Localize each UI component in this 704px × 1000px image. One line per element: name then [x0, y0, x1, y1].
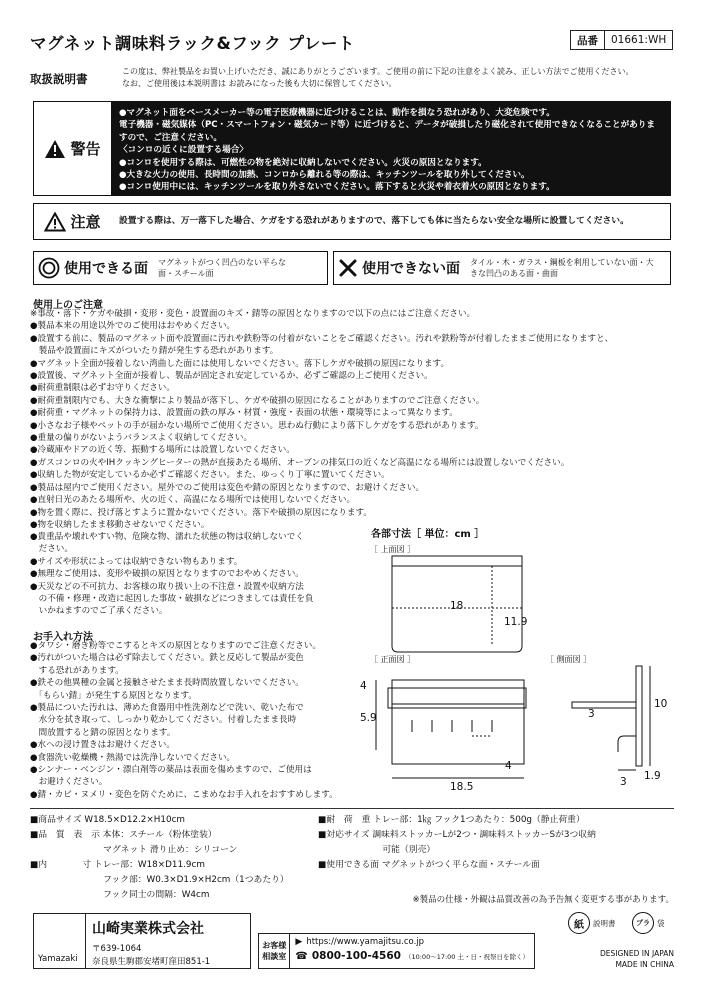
- unusable-heading: [334, 258, 460, 278]
- warning-text: [111, 102, 670, 195]
- side-view-plate: [636, 666, 642, 766]
- usage-item: ●耐荷重制限内でも、大きな衝撃により製品が落下し、ケガや破損の原因になることがありますのでご注意ください。: [30, 395, 485, 406]
- spec-change-notice: ※製品の仕様・外観は品質改善の為予告無く変更する事があります。: [412, 895, 674, 905]
- care-item: ●水への浸け置きはお避けください。: [30, 740, 175, 751]
- caution-text: 設置する際は、万一落下した場合、ケガをする恐れがありますので、落下しても体に当たらない安全な場所に設置してください。: [119, 216, 629, 227]
- care-item: する恐れがあります。: [30, 665, 124, 676]
- side-a-value: 3: [588, 708, 595, 720]
- warning-box: [33, 101, 671, 196]
- front-width-value: 18.5: [450, 781, 474, 793]
- caution-heading: [34, 211, 111, 232]
- paper-recycle-icon: 紙: [568, 912, 590, 934]
- usage-item: の不備・修理・改造に起因した事故・破損などにつきましては責任を負: [30, 594, 314, 605]
- care-item: ●タワシ・磨き粉等でこするとキズの原因となりますのでご注意ください。: [30, 641, 321, 651]
- intro-line: なお、ご使用後は本説明書は お読みになった後も大切に保管してください。: [122, 79, 397, 88]
- usable-label: 使用できる面: [64, 261, 148, 277]
- usage-item: ●貴重品や壊れやすい物、危険な物、濡れた状態の物は収納しないでく: [30, 532, 304, 542]
- origin-made: MADE IN CHINA: [615, 960, 674, 969]
- usable-surface-box: [33, 251, 328, 285]
- company-box: [33, 913, 251, 969]
- top-depth-value: 11.9: [504, 616, 528, 628]
- front-view-tray: [388, 688, 526, 708]
- usage-item: ●物を置く際に、投げ落とすように置かないでください。落下や破損の原因になります。: [30, 507, 372, 518]
- product-code-box: [570, 30, 673, 50]
- usage-item: ●直射日光のあたる場所や、火の近く、高温になる場所では使用しないでください。: [30, 495, 356, 506]
- care-item: ●食器洗い乾燥機・熱湯では洗浄しないでください。: [30, 752, 236, 763]
- usage-item: ●小さなお子様やペットの手が届かない場所でご使用ください。思わぬ行動により落下しケガをする恐れがあります。: [30, 420, 484, 431]
- contact-hours: （10:00〜17:00 土・日・祝祭日を除く）: [404, 952, 529, 961]
- usage-item: ●製品は屋内でご使用ください。屋外でのご使用は変色や錆の原因となりますので、お避けください。: [30, 482, 425, 493]
- spec-line: フック同士の間隔：W4cm: [30, 890, 210, 900]
- cross-icon: [338, 258, 358, 278]
- front-gap-value: 4: [505, 760, 512, 772]
- warning-label: 警告: [70, 140, 101, 158]
- plastic-recycle-mark: [632, 912, 665, 934]
- paper-recycle-mark: [568, 912, 616, 934]
- company-name: 山崎実業株式会社: [92, 921, 204, 937]
- warning-line: ●コンロ使用中には、キッチンツールを取り外さないでください。落下すると火災や着衣着火の原因となります。: [119, 182, 555, 193]
- warning-heading: [34, 102, 111, 195]
- care-title: お手入れ方法: [33, 632, 93, 643]
- usage-item: 製品や設置面にキズがついたり錆が発生する恐れがあります。: [30, 346, 279, 357]
- company-address: 奈良県生駒郡安堵町窪田851-1: [92, 957, 211, 967]
- spec-line: ■対応サイズ 調味料ストッカーLが2つ・調味料ストッカーSが3つ収納: [318, 830, 596, 840]
- spec-line: ■内 寸 トレー部：W18×D11.9cm: [30, 860, 205, 870]
- usage-list-narrow: [30, 531, 360, 618]
- unusable-desc: タイル・木・ガラス・鋼板を利用していない面・大きな凹凸のある面・曲面: [470, 258, 654, 278]
- product-code-value: 01661:WH: [611, 34, 667, 46]
- usage-item: ●マグネット全面が接着しない湾曲した面には使用しないでください。落下しケガや破損の原因になります。: [30, 358, 450, 369]
- contact-box: [258, 933, 535, 969]
- care-item: ●錆・カビ・ヌメリ・変色を防ぐために、こまめなお手入れをおすすめします。: [30, 789, 338, 800]
- usage-item: ●物を収納したまま移動させないでください。: [30, 519, 210, 530]
- plastic-recycle-icon: プラ: [632, 912, 654, 934]
- warning-line: 電子機器・磁気媒体（PC・スマートフォン・磁気カード等）に近づけると、データが破損したり磁化されて使用できなくなることがありますので、ご注意ください。: [119, 120, 655, 143]
- spec-line: フック部：W0.3×D1.9×H2cm（1つあたり）: [30, 875, 289, 885]
- top-view-label: ［ 上面図 ］: [370, 545, 416, 554]
- care-item: ●汚れがついた場合は必ず除去してください。鉄と反応して製品が変色: [30, 653, 304, 664]
- usage-item: ●天災などの不可抗力、お客様の取り扱い上の不注意・設置や収納方法: [30, 581, 304, 592]
- divider: [30, 808, 674, 809]
- usage-item: ●設置する前に、製品のマグネット面や設置面に汚れや鉄粉等の付着がないことをご確認ください。汚れや鉄粉等が付着したままご使用になりますと、: [30, 333, 614, 344]
- side-view-hook: [618, 736, 636, 752]
- usage-item: ●製品本来の用途以外でのご使用はおやめください。: [30, 321, 236, 332]
- contact-details: [290, 934, 534, 968]
- care-item: ●製品についた汚れは、薄めた食器用中性洗剤などで洗い、乾いた布で: [30, 703, 304, 714]
- caution-icon: [44, 212, 66, 232]
- warning-line: ●大きな火力の使用、長時間の加熱、コンロから離れる等の際は、キッチンツールを取り外してください。: [119, 170, 530, 181]
- front-view-label: ［ 正面図 ］: [370, 655, 416, 664]
- usage-item: ●サイズや形状によっては収納できない物もあります。: [30, 556, 243, 567]
- usage-item: ●ガスコンロの火やIHクッキングヒーターの熱が直接あたる場所、オーブンの排気口の近くなど高温になる場所には設置しないでください。: [30, 457, 570, 468]
- usable-desc: マグネットがつく凹凸のない平らな面・スチール面: [158, 258, 286, 278]
- care-item: 間放置すると錆の原因となります。: [30, 727, 176, 738]
- spec-line: マグネット 滑り止め：シリコーン: [30, 845, 238, 855]
- side-view-tray: [572, 702, 636, 708]
- usage-item: ●収納した物が安定しているか必ずご確認ください。また、ゆっくり丁寧に置いてください。: [30, 470, 390, 481]
- side-height-value: 10: [654, 698, 668, 710]
- warning-line: ●コンロを使用する際は、可燃性の物を絶対に収納しないでください。火災の原因となります。: [119, 157, 487, 168]
- spec-line: 可能（別売）: [318, 845, 436, 855]
- pointer-icon: ▶: [295, 937, 303, 947]
- care-list: [30, 640, 375, 801]
- warning-line: ●マグネット面をペースメーカー等の電子医療機器に近づけることは、動作を損なう恐れがあり、大変危険です。: [119, 108, 555, 118]
- plastic-recycle-label: 袋: [657, 918, 665, 928]
- side-c-value: 1.9: [644, 770, 661, 782]
- usage-item: ●耐荷重制限は必ずお守りください。: [30, 383, 175, 394]
- usage-list: [30, 308, 680, 531]
- front-h2-value: 5.9: [360, 712, 377, 724]
- caution-label: 注意: [70, 213, 101, 231]
- unusable-label: 使用できない面: [362, 261, 460, 277]
- contact-phone[interactable]: 0800-100-4560: [311, 950, 401, 962]
- paper-recycle-label: 説明書: [593, 918, 616, 928]
- side-view-label: ［ 側面図 ］: [546, 655, 592, 664]
- top-width-value: 18: [450, 600, 464, 612]
- front-view-hooks: [412, 720, 492, 732]
- usage-item: ●冷蔵庫やドアの近く等、振動する場所には設置しないでください。: [30, 445, 295, 456]
- usage-item: ※事故・落下・ケガや破損・変形・変色・設置面のキズ・錆等の原因となりますので以下の点にはご注意ください。: [30, 309, 476, 319]
- usage-item: いかねますのでご了承ください。: [30, 606, 168, 617]
- dimensions-title: 各部寸法［ 単位：cm ］: [371, 529, 485, 540]
- spec-line: ■使用できる面 マグネットがつく平らな面・スチール面: [318, 860, 540, 870]
- phone-icon: ☎: [295, 950, 308, 962]
- warning-icon: [44, 139, 66, 159]
- usage-title: 使用上のご注意: [33, 300, 103, 311]
- care-item: お避けください。: [30, 777, 108, 788]
- intro-text: [122, 66, 682, 90]
- care-item: ●鉄その他異種の金属と接触させたまま長時間放置しないでください。: [30, 678, 304, 689]
- usage-item: ださい。: [30, 544, 73, 555]
- care-item: ●シンナー・ベンジン・漂白剤等の薬品は表面を傷めますので、ご使用は: [30, 765, 312, 776]
- usage-item: ●重量の偏りがないようバランスよく収納してください。: [30, 433, 253, 444]
- brand-logo: Yamazaki: [38, 954, 78, 964]
- product-title: マグネット調味料ラック&フック プレート: [30, 34, 355, 53]
- company-zip: 〒639-1064: [92, 944, 142, 954]
- spec-line: ■品 質 表 示 本体：スチール（粉体塗装）: [30, 830, 217, 840]
- intro-line: この度は、弊社製品をお買い上げいただき、誠にありがとうございます。ご使用の前に下記の注意をよく読み、正しい方法でご使用ください。: [122, 67, 634, 76]
- care-item: 水分を拭き取って、しっかり乾かしてください。付着したまま長時: [30, 715, 297, 726]
- warning-line: 〈コンロの近くに設置する場合〉: [119, 145, 248, 156]
- usage-item: ●耐荷重・マグネットの保持力は、設置面の鉄の厚み・材質・強度・表面の状態・環境等によって異なります。: [30, 408, 458, 419]
- care-item: 「もらい錆」が発生する原因となります。: [30, 690, 197, 701]
- specs-right: [318, 813, 596, 873]
- product-code-label: 品番: [571, 31, 605, 49]
- usage-item: ●設置後、マグネット全面が接着し、製品が固定され安定しているか、必ずご確認の上ご使用ください。: [30, 371, 433, 382]
- caution-box: [33, 203, 671, 240]
- spec-line: ■耐 荷 重 トレー部：1㎏ フック1つあたり：500g（静止荷重）: [318, 815, 585, 825]
- double-circle-icon: [38, 257, 60, 279]
- spec-line: ■商品サイズ W18.5×D12.2×H10cm: [30, 815, 185, 825]
- origin-text: [600, 948, 674, 970]
- specs-left: [30, 813, 289, 903]
- contact-label: お客様相談室: [259, 934, 290, 968]
- usage-item: ●無理なご使用は、変形や破損の原因となりますのでおやめください。: [30, 569, 304, 580]
- usable-heading: [34, 257, 148, 279]
- side-b-value: 3: [620, 776, 627, 788]
- unusable-surface-box: [333, 251, 671, 285]
- contact-url[interactable]: https://www.yamajitsu.co.jp: [306, 937, 425, 947]
- front-h1-value: 4: [360, 680, 367, 692]
- origin-designed: DESIGNED IN JAPAN: [599, 949, 674, 958]
- manual-label: 取扱説明書: [30, 72, 88, 86]
